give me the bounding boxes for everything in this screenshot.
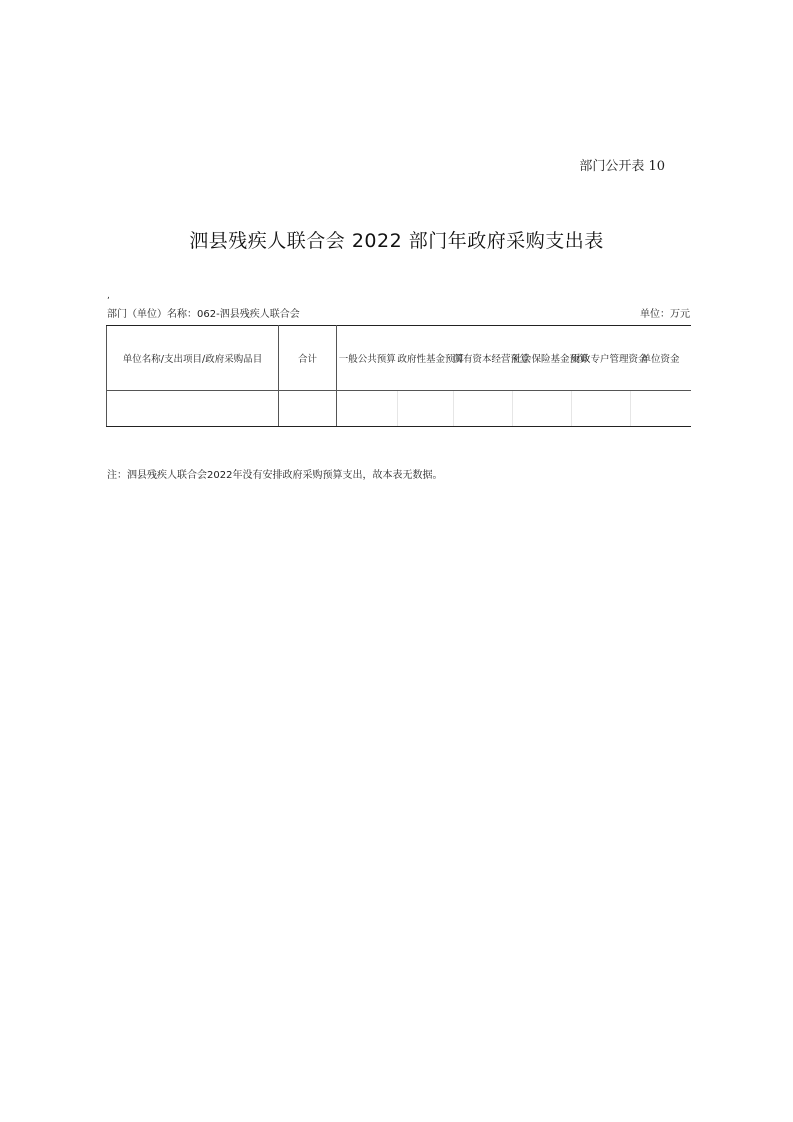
table-cell: [513, 391, 572, 427]
unit-label: 单位：万元: [640, 309, 690, 320]
table-row: [107, 391, 691, 427]
procurement-table: [106, 325, 691, 427]
table-header-row: [107, 326, 691, 391]
table-cell: [279, 391, 337, 427]
column-header-state-capital: 国有资本经营预算: [454, 326, 513, 391]
column-header-government-fund: 政府性基金预算: [398, 326, 454, 391]
column-header-name: 单位名称/支出项目/政府采购品目: [107, 326, 279, 391]
table-cell: [107, 391, 279, 427]
column-header-unit-funds: 单位资金: [631, 326, 691, 391]
department-name: 部门（单位）名称：062-泗县残疾人联合会: [107, 309, 300, 320]
page-title: 泗县残疾人联合会 2022 部门年政府采购支出表: [189, 230, 604, 252]
table-code: 部门公开表 10: [579, 159, 665, 174]
column-header-special-account: 财政专户管理资金: [572, 326, 631, 391]
table-cell: [337, 391, 398, 427]
tick-mark: ,: [107, 291, 110, 301]
table-cell: [454, 391, 513, 427]
footnote: 注：泗县残疾人联合会2022年没有安排政府采购预算支出，故本表无数据。: [107, 470, 443, 481]
column-header-total: 合计: [279, 326, 337, 391]
table-cell: [398, 391, 454, 427]
table-cell: [631, 391, 691, 427]
table-cell: [572, 391, 631, 427]
column-header-general-budget: 一般公共预算: [337, 326, 398, 391]
column-header-social-insurance: 社会保险基金预算: [513, 326, 572, 391]
